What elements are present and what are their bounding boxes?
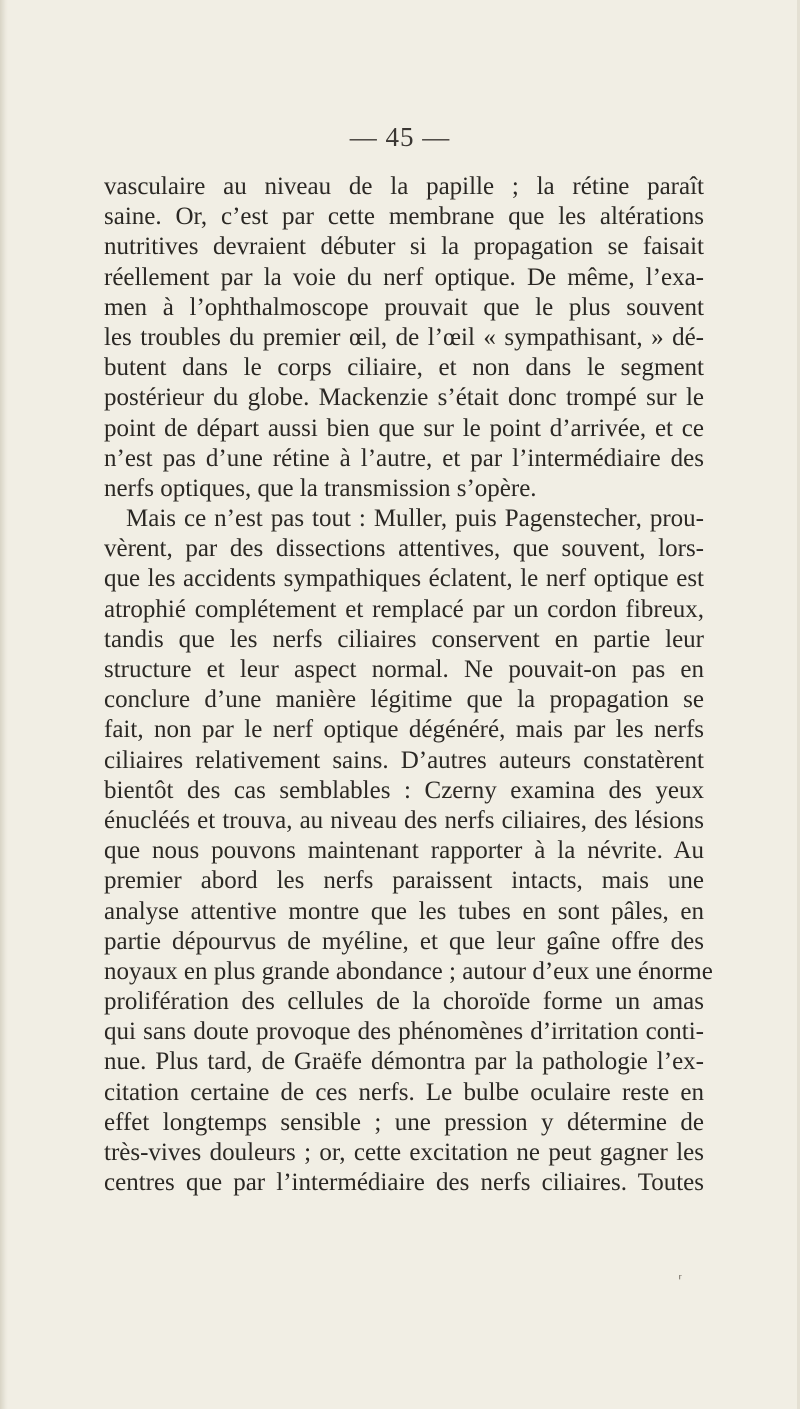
text-line: citation certaine de ces nerfs. Le bulbe oculaire reste en [104,1078,704,1106]
text-line: nerfs optiques, que la transmission s’opère. [104,474,537,502]
text-line: centres que par l’intermédiaire des nerfs ciliaires. Toutes [104,1169,704,1197]
text-line: saine. Or, c’est par cette membrane que les altérations [104,203,704,231]
text-line: très-vives douleurs ; or, cette excitation ne peut gagner les [104,1139,704,1166]
text-line: postérieur du globe. Mackenzie s’était donc trompé sur le [104,384,704,412]
text-line: Mais ce n’est pas tout : Muller, puis Pagenstecher, prou- [126,505,704,533]
text-line: qui sans doute provoque des phénomènes d’irritation conti- [104,1018,704,1046]
text-line: fait, non par le nerf optique dégénéré, mais par les nerfs [104,716,704,744]
body-text [104,172,713,1198]
text-line: butent dans le corps ciliaire, et non dans le segment [104,354,704,382]
text-line: analyse attentive montre que les tubes en sont pâles, en [104,897,704,925]
text-line: nue. Plus tard, de Graëfe démontra par la pathologie l’ex- [104,1048,704,1076]
text-line: nutritives devraient débuter si la propagation se faisait [104,233,704,261]
text-line: énucléés et trouva, au niveau des nerfs ciliaires, des lésions [104,806,704,834]
text-line: atrophié complétement et remplacé par un cordon fibreux, [104,595,704,623]
text-line: partie dépourvus de myéline, et que leur gaîne offre des [104,927,704,955]
text-line: premier abord les nerfs paraissent intacts, mais une [104,867,704,895]
text-line: ciliaires relativement sains. D’autres auteurs constatèrent [104,746,704,774]
text-line: vasculaire au niveau de la papille ; la rétine paraît [104,173,704,200]
text-line: effet longtemps sensible ; une pression y détermine de [104,1108,704,1136]
text-line: noyaux en plus grande abondance ; autour d’eux une énorme [104,957,713,985]
text-line: point de départ aussi bien que sur le point d’arrivée, et ce [104,414,704,442]
page-number: — 45 — [349,122,451,152]
text-line: que les accidents sympathiques éclatent, le nerf optique est [104,565,704,593]
text-line: que nous pouvons maintenant rapporter à la névrite. Au [104,837,704,865]
text-line: conclure d’une manière légitime que la propagation se [104,686,704,714]
text-line: tandis que les nerfs ciliaires conservent en partie leur [104,625,704,653]
text-line: vèrent, par des dissections attentives, que souvent, lors- [104,535,704,563]
text-line: men à l’ophthalmoscope prouvait que le plus souvent [104,293,704,321]
text-line: structure et leur aspect normal. Ne pouvait-on pas en [104,656,704,683]
margin-mark: ⸢ [678,1273,683,1287]
text-line: bientôt des cas semblables : Czerny examina des yeux [104,776,704,804]
text-line: les troubles du premier œil, de l’œil « sympathisant, » dé- [104,323,704,351]
text-line: n’est pas d’une rétine à l’autre, et par l’intermédiaire des [104,444,704,472]
page-edge-shadow [0,0,8,1409]
text-line: réellement par la voie du nerf optique. De même, l’exa- [104,263,704,291]
text-line: prolifération des cellules de la choroïde forme un amas [104,988,704,1016]
